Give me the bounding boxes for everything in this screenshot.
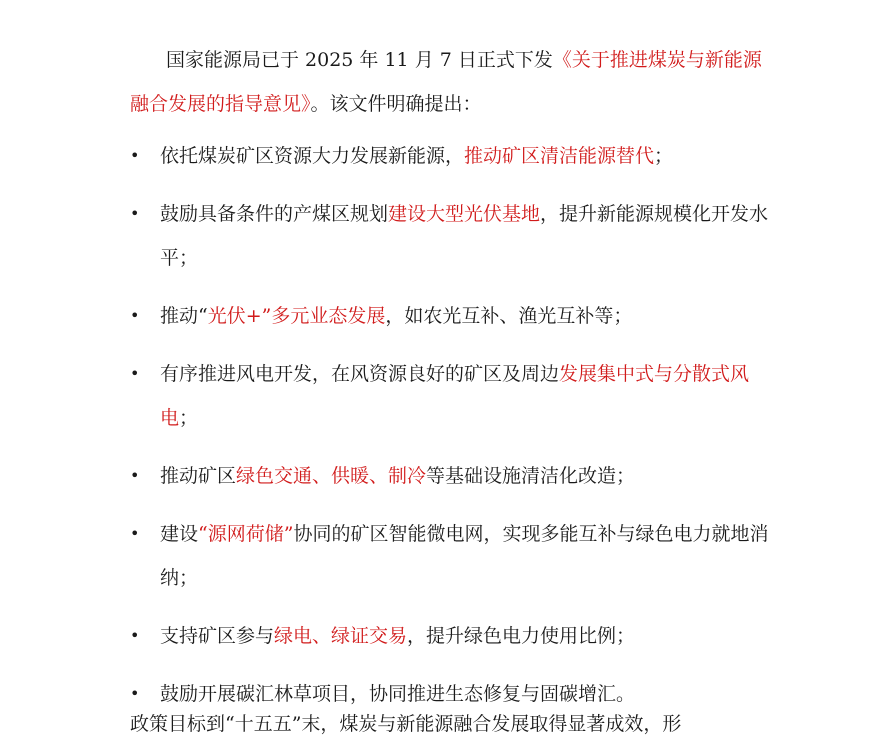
item-highlight: 绿色交通、供暖、制冷 bbox=[236, 465, 427, 487]
item-text: 推动“ bbox=[160, 305, 208, 327]
item-text: 支持矿区参与 bbox=[160, 625, 275, 647]
item-text-end: 协同的矿区智能微电网，实现多能互补与绿色电力就地消纳； bbox=[160, 523, 769, 589]
bullet-icon: • bbox=[130, 364, 140, 383]
item-text: 建设 bbox=[160, 523, 199, 545]
bullet-icon: • bbox=[130, 684, 140, 703]
list-item bbox=[130, 512, 770, 600]
item-text: 鼓励具备条件的产煤区规划 bbox=[160, 203, 389, 225]
policy-title: 《关于推进煤炭与新能源融合发展的指导意见》 bbox=[130, 49, 762, 115]
list-item bbox=[130, 352, 770, 440]
item-highlight: 建设大型光伏基地 bbox=[388, 203, 541, 225]
item-text-end: ； bbox=[179, 407, 199, 429]
item-text: 鼓励开展碳汇林草项目，协同推进生态修复与固碳增汇。 bbox=[160, 683, 636, 705]
bullet-icon: • bbox=[130, 466, 140, 485]
bullet-icon: • bbox=[130, 524, 140, 543]
item-text-end: ，提升绿色电力使用比例； bbox=[407, 625, 636, 647]
bullet-icon: • bbox=[130, 146, 140, 165]
intro-text-1: 国家能源局已于 2025 年 11 月 7 日正式下发 bbox=[166, 49, 553, 71]
item-highlight: “源网荷储” bbox=[198, 523, 294, 545]
bullet-icon: • bbox=[130, 204, 140, 223]
policy-list bbox=[130, 134, 770, 730]
item-text: 有序推进风电开发，在风资源良好的矿区及周边 bbox=[160, 363, 560, 385]
intro-text-2: 。该文件明确提出： bbox=[310, 93, 482, 115]
item-highlight: 光伏+”多元业态发展 bbox=[207, 305, 386, 327]
closing-text: 政策目标到“十五五”末，煤炭与新能源融合发展取得显著成效，形 bbox=[130, 713, 682, 735]
item-text-end: 等基础设施清洁化改造； bbox=[426, 465, 636, 487]
item-text-end: ； bbox=[654, 145, 674, 167]
list-item bbox=[130, 614, 770, 658]
item-text: 推动矿区 bbox=[160, 465, 237, 487]
item-highlight: 发展集中式与分散式风电 bbox=[160, 363, 750, 429]
item-highlight: 推动矿区清洁能源替代 bbox=[464, 145, 655, 167]
intro-paragraph bbox=[130, 38, 770, 126]
closing-paragraph bbox=[130, 702, 770, 746]
list-item bbox=[130, 454, 770, 498]
item-text: 依托煤炭矿区资源大力发展新能源， bbox=[160, 145, 465, 167]
item-text-end: ，提升新能源规模化开发水平； bbox=[160, 203, 769, 269]
item-text-end: ，如农光互补、渔光互补等； bbox=[385, 305, 633, 327]
list-item bbox=[130, 294, 770, 338]
bullet-icon: • bbox=[130, 306, 140, 325]
bullet-icon: • bbox=[130, 626, 140, 645]
list-item bbox=[130, 192, 770, 280]
item-highlight: 绿电、绿证交易 bbox=[274, 625, 408, 647]
list-item bbox=[130, 134, 770, 178]
